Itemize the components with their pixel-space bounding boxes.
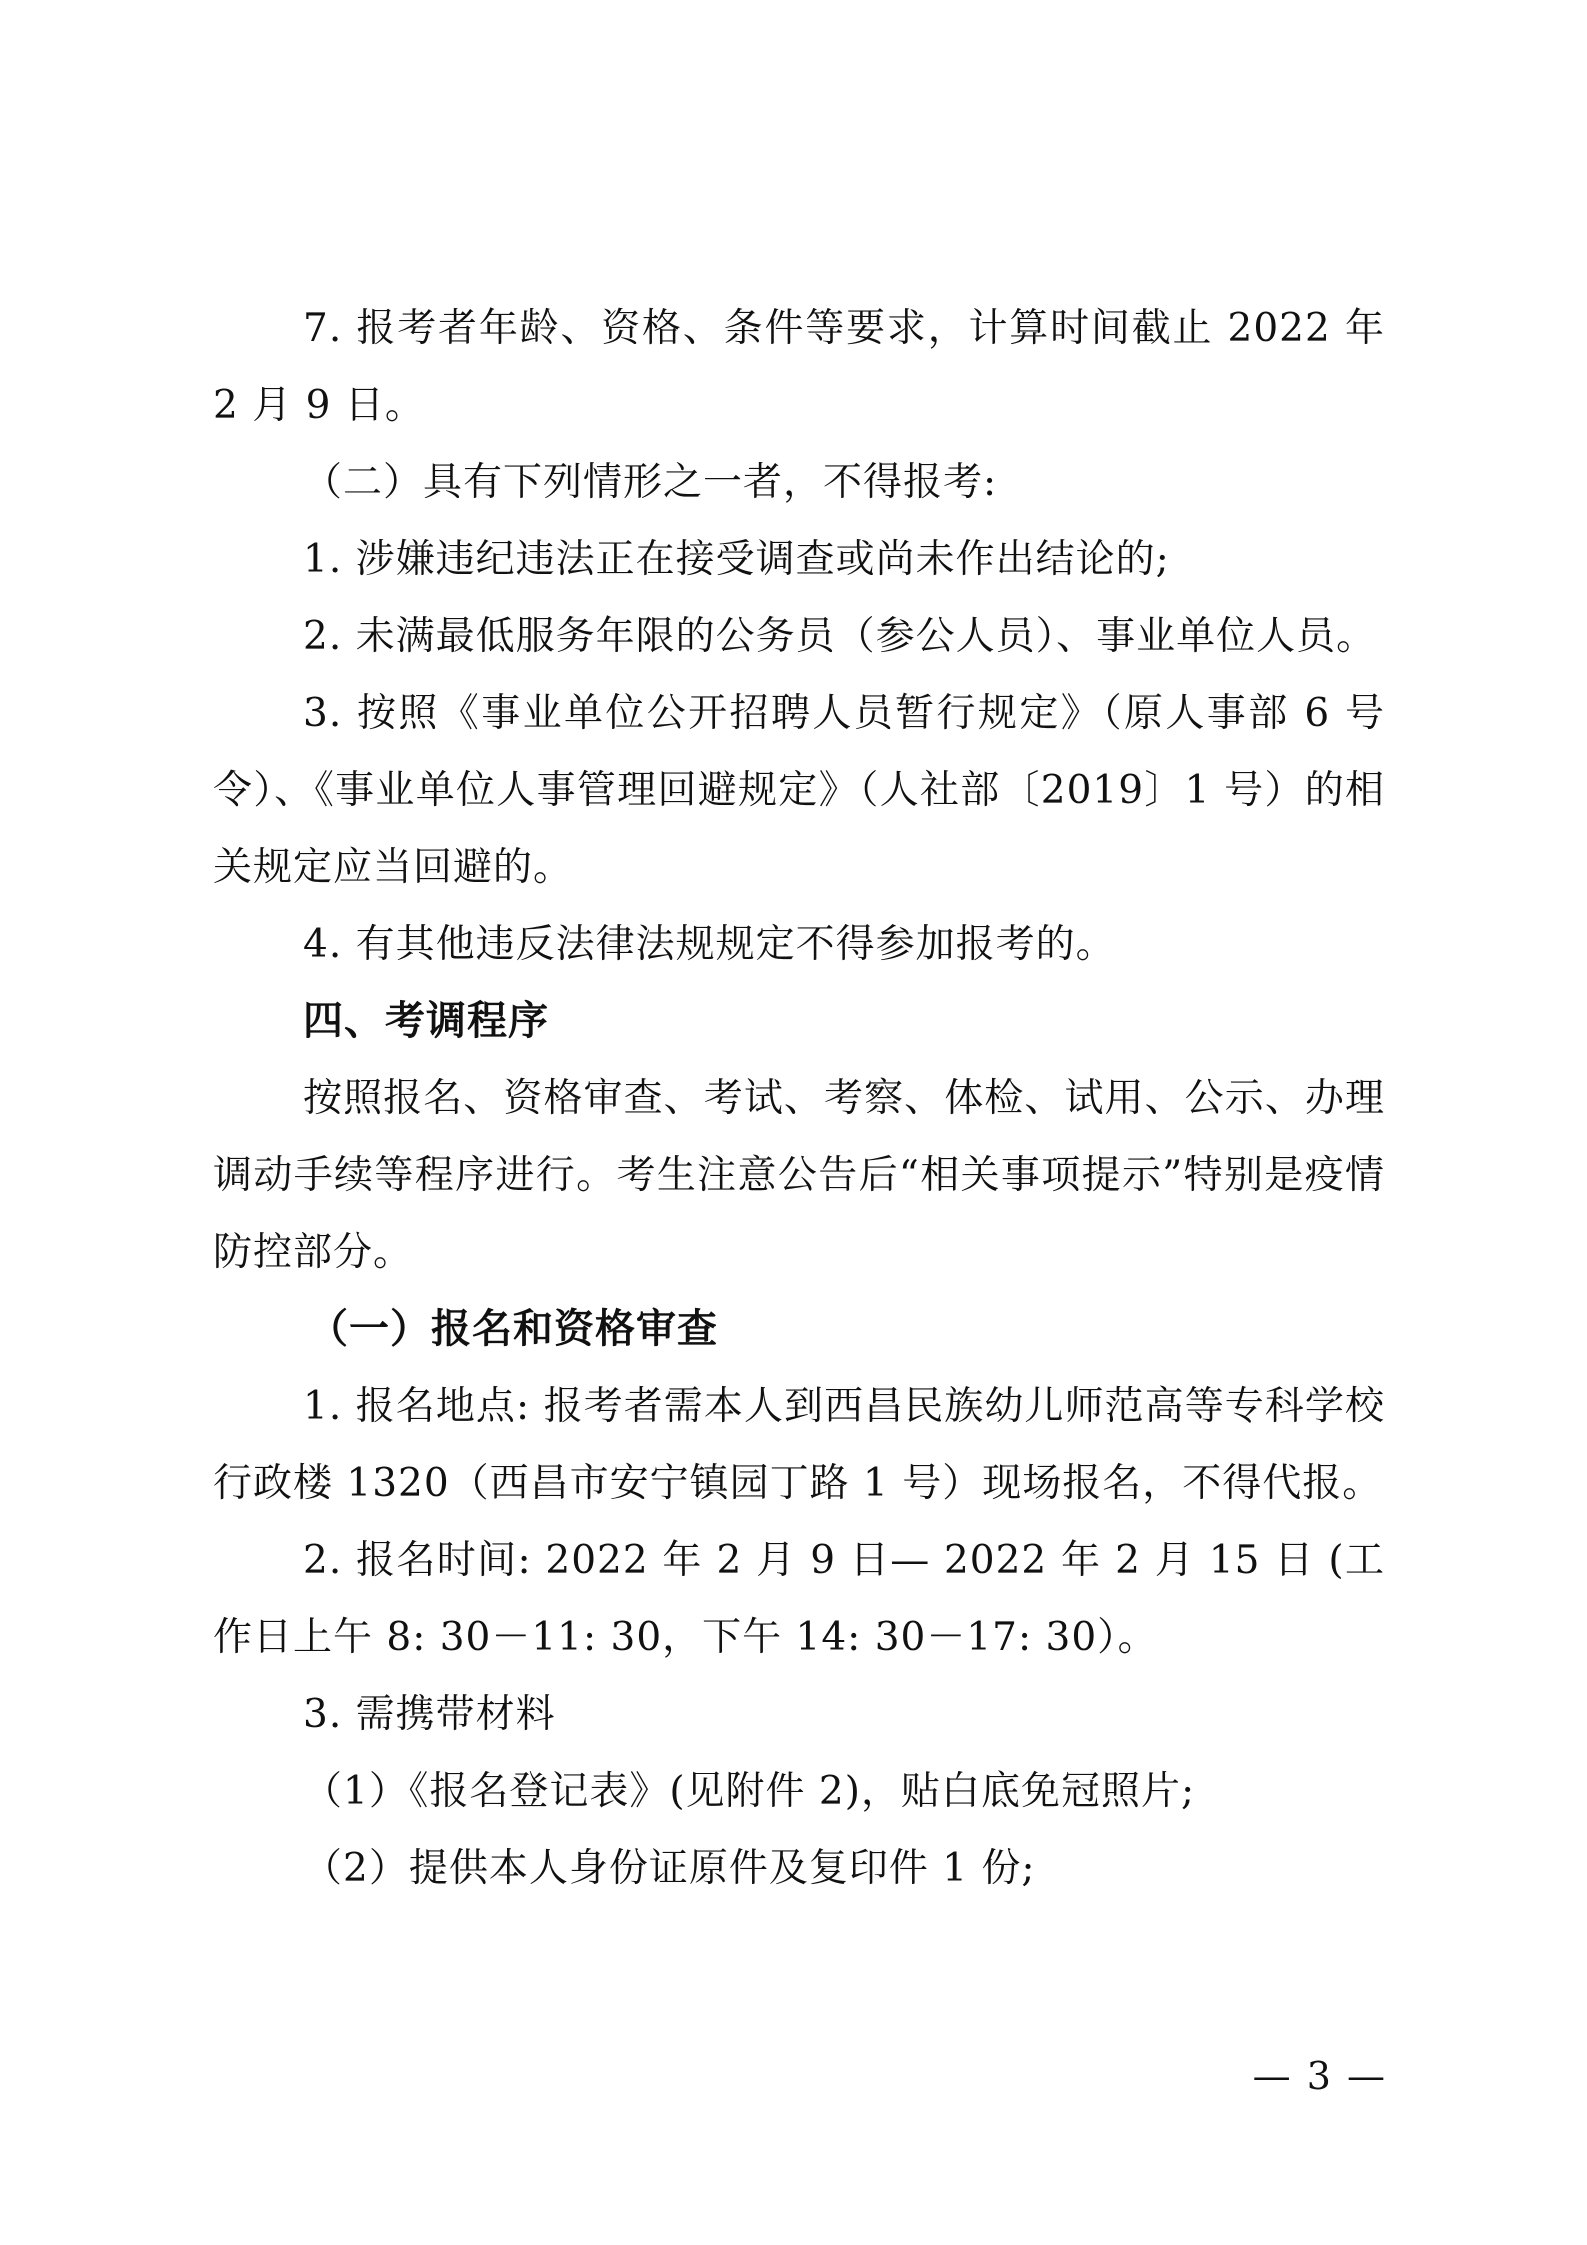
- page-number: — 3 —: [1252, 2054, 1387, 2098]
- paragraph-disqualification-intro: （二）具有下列情形之一者，不得报考:: [303, 460, 998, 505]
- paragraph-material-2: （2）提供本人身份证原件及复印件 1 份;: [303, 1846, 1036, 1891]
- subsection-heading-registration: （一）报名和资格审查: [308, 1306, 718, 1352]
- document-body: [213, 290, 1385, 1907]
- section-heading-procedure: 四、考调程序: [303, 998, 549, 1044]
- paragraph-registration-location: 1. 报名地点: 报考者需本人到西昌民族幼儿师范高等专科学校行政楼 1320（西昌市安宁镇园丁路 1 号）现场报名，不得代报。: [213, 1384, 1385, 1506]
- paragraph-disqualification-4: 4. 有其他违反法律法规规定不得参加报考的。: [303, 922, 1116, 967]
- paragraph-material-1: （1）《报名登记表》(见附件 2)，贴白底免冠照片;: [303, 1769, 1196, 1814]
- paragraph-registration-time: 2. 报名时间: 2022 年 2 月 9 日— 2022 年 2 月 15 日 (工作日上午 8: 30－11: 30，下午 14: 30－17: 30）。: [213, 1538, 1385, 1660]
- paragraph-age-requirement: 7. 报考者年龄、资格、条件等要求，计算时间截止 2022 年 2 月 9 日。: [213, 306, 1385, 428]
- paragraph-disqualification-3: 3. 按照《事业单位公开招聘人员暂行规定》（原人事部 6 号令）、《事业单位人事管理回避规定》（人社部〔2019〕1 号）的相关规定应当回避的。: [213, 691, 1385, 890]
- paragraph-materials-heading: 3. 需携带材料: [303, 1692, 556, 1737]
- paragraph-procedure-overview: 按照报名、资格审查、考试、考察、体检、试用、公示、办理调动手续等程序进行。考生注意公告后“相关事项提示”特别是疫情防控部分。: [213, 1076, 1385, 1275]
- paragraph-disqualification-1: 1. 涉嫌违纪违法正在接受调查或尚未作出结论的;: [303, 537, 1170, 582]
- paragraph-disqualification-2: 2. 未满最低服务年限的公务员（参公人员）、事业单位人员。: [303, 614, 1377, 659]
